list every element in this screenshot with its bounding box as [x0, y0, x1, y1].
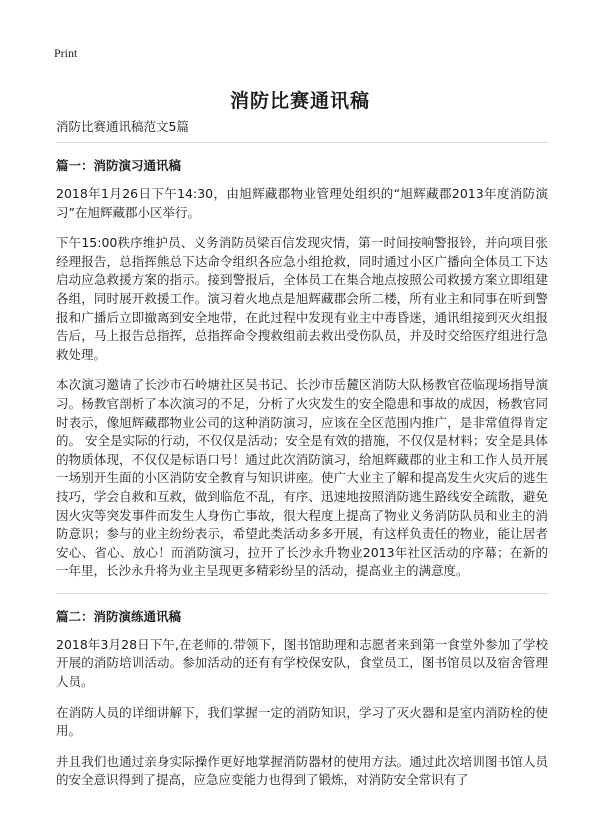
section-heading: 篇一：消防演习通讯稿 [56, 158, 182, 173]
section-1 [56, 157, 548, 581]
paragraph: 2018年3月28日下午,在老师的.带领下，图书馆助理和志愿者来到第一食堂外参加了学校开展的消防培训活动。参加活动的还有有学校保安队，食堂员工，图书馆员以及宿舍管理人员。 [56, 636, 548, 690]
paragraph: 2018年1月26日下午14:30，由旭辉藏郡物业管理处组织的“旭辉藏郡2013年度消防演习”在旭辉藏郡小区举行。 [56, 186, 548, 220]
document-body [56, 118, 548, 802]
paragraph: 本次演习邀请了长沙市石岭塘社区吴书记、长沙市岳麓区消防大队杨教官莅临现场指导演习。杨教官剖析了本次演习的不足，分析了火灾发生的安全隐患和事故的成因，杨教官同时表示，像旭辉藏郡物业公司的这种消防演习，应该在全区范围内推广，是非常值得肯定的。 安全是实际的行动，不仅仅是活动；安全是有效的措施，不仅仅是材料；安全是具体的物质体现，不仅仅是标语口号！通过此次消防演习，给旭辉藏郡的业主和工作人员开展一场别开生面的小区消防安全教育与知识讲座。使广大业主了解和提高发生火灾后的逃生技巧，学会自救和互救，做到临危不乱，有序、迅速地按照消防逃生路线安全疏散，避免因火灾等突发事件而发生人身伤亡事故，很大程度上提高了物业义务消防队员和业主的消防意识；参与的业主纷纷表示，希望此类活动多多开展，有这样负责任的物业，能让居者安心、省心、放心！而消防演习，拉开了长沙永升物业2013年社区活动的序幕；在新的一年里，长沙永升将为业主呈现更多精彩纷呈的活动，提高业主的满意度。 [56, 377, 548, 579]
divider [56, 142, 548, 143]
paragraph: 并且我们也通过亲身实际操作更好地掌握消防器材的使用方法。通过此次培训图书馆人员的安全意识得到了提高，应急应变能力也得到了锻炼，对消防安全常识有了 [56, 753, 548, 788]
document-subtitle: 消防比赛通讯稿范文5篇 [56, 119, 189, 134]
print-link[interactable]: Print [54, 46, 78, 60]
divider [56, 593, 548, 594]
section-2 [56, 608, 548, 790]
section-heading: 篇二：消防演练通讯稿 [56, 608, 182, 624]
paragraph: 下午15:00秩序维护员、义务消防员梁百信发现灾情，第一时间按响警报铃，并向项目张经理报告，总指挥熊总下达命令组织各应急小组抢救，同时通过小区广播向全体员工下达启动应急救援方案的指示。接到警报后，全体员工在集合地点按照公司救援方案立即组建各组，同时展开救援工作。演习着火地点是旭辉藏郡会所二楼，所有业主和同事在听到警报和广播后立即撤离到安全地带，在此过程中发现有业主中毒昏迷，通讯组接到灭火组报告后，马上报告总指挥，总指挥命令搜救组前去救出受伤队员，并及时交给医疗组进行急救处理。 [56, 235, 548, 362]
paragraph: 在消防人员的详细讲解下，我们掌握一定的消防知识，学习了灭火器和是室内消防栓的使用。 [56, 704, 548, 739]
page-title: 消防比赛通讯稿 [229, 90, 370, 112]
